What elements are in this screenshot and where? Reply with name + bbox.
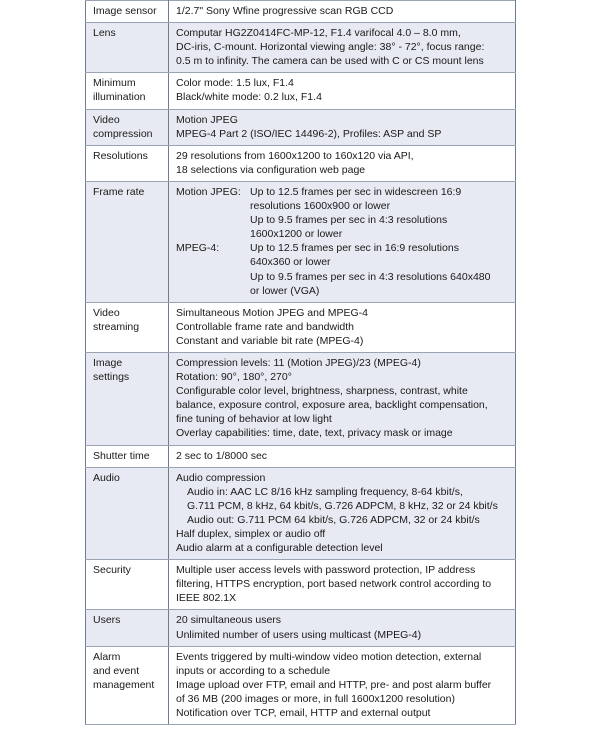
spec-subgroup-value [250, 185, 509, 241]
spec-value-line: Up to 9.5 frames per sec in 4:3 resolutions 640x480 [250, 270, 491, 283]
spec-value-line: Configurable color level, brightness, sharpness, contrast, white [176, 385, 468, 398]
spec-value-audio [169, 467, 516, 560]
spec-row-security [86, 560, 516, 610]
spec-label-shutter-time [86, 445, 169, 467]
spec-label-line: Image [93, 356, 123, 369]
spec-row-frame-rate [86, 181, 516, 302]
spec-value-line: Simultaneous Motion JPEG and MPEG-4 [176, 306, 369, 319]
spec-label-line: Video [93, 306, 120, 319]
spec-label-line: Resolutions [93, 149, 148, 162]
spec-row-video-compression [86, 109, 516, 145]
spec-value-line: or lower (VGA) [250, 284, 320, 297]
spec-label-resolutions [86, 145, 169, 181]
spec-value-line: Image upload over FTP, email and HTTP, pre- and post alarm buffer [176, 678, 492, 691]
spec-value-line: filtering, HTTPS encryption, port based network control according to [176, 578, 492, 591]
spec-row-lens [86, 23, 516, 73]
spec-value-users [169, 610, 516, 646]
spec-label-frame-rate [86, 181, 169, 302]
spec-label-security [86, 560, 169, 610]
spec-value-line: 1600x1200 or lower [250, 228, 343, 241]
spec-label-line: Frame rate [93, 185, 145, 198]
spec-value-line: Color mode: 1.5 lux, F1.4 [176, 77, 294, 90]
spec-label-line: Audio [93, 471, 120, 484]
spec-value-frame-rate [169, 181, 516, 302]
spec-row-alarm-and-event-management [86, 646, 516, 724]
spec-subgroup-key: Motion JPEG: [176, 185, 241, 198]
spec-value-line: fine tuning of behavior at low light [176, 413, 332, 426]
spec-label-line: Video [93, 113, 120, 126]
spec-label-video-streaming [86, 302, 169, 352]
spec-row-shutter-time [86, 445, 516, 467]
spec-value-line: Audio in: AAC LC 8/16 kHz sampling frequency, 8-64 kbit/s, [187, 485, 463, 498]
spec-value-line: Half duplex, simplex or audio off [176, 528, 326, 540]
spec-value-image-sensor [169, 1, 516, 23]
spec-label-line: Shutter time [93, 449, 150, 462]
spec-label-alarm-and-event-management [86, 646, 169, 724]
spec-label-video-compression [86, 109, 169, 145]
spec-value-line: Computar HG2Z0414FC-MP-12, F1.4 varifocal 4.0 – 8.0 mm, [176, 27, 461, 40]
spec-value-line: G.711 PCM, 8 kHz, 64 kbit/s, G.726 ADPCM, 8 kHz, 32 or 24 kbit/s [187, 499, 498, 512]
spec-value-line: Rotation: 90°, 180°, 270° [176, 371, 292, 384]
spec-row-image-sensor [86, 1, 516, 23]
spec-value-line: inputs or according to a schedule [176, 664, 331, 677]
spec-label-minimum-illumination [86, 73, 169, 109]
spec-value-alarm-and-event-management [169, 646, 516, 724]
spec-row-audio [86, 467, 516, 560]
spec-row-video-streaming [86, 302, 516, 352]
spec-label-line: Minimum [93, 77, 136, 90]
spec-value-line: 0.5 m to infinity. The camera can be used with C or CS mount lens [176, 55, 484, 68]
spec-value-resolutions [169, 145, 516, 181]
spec-row-image-settings [86, 352, 516, 445]
spec-subgroup-key: MPEG-4: [176, 242, 220, 255]
spec-value-line: 640x360 or lower [250, 256, 331, 269]
spec-value-line: balance, exposure control, exposure area, backlight compensation, [176, 399, 488, 412]
spec-value-line: 1/2.7" Sony Wfine progressive scan RGB CCD [176, 5, 394, 17]
specification-table [85, 0, 516, 725]
spec-subgroup [176, 185, 509, 241]
spec-value-line: Overlay capabilities: time, date, text, privacy mask or image [176, 427, 453, 440]
spec-value-line: Audio compression [176, 471, 266, 484]
spec-value-line: resolutions 1600x900 or lower [250, 200, 391, 213]
spec-value-shutter-time [169, 445, 516, 467]
spec-value-line: 20 simultaneous users [176, 614, 282, 627]
spec-label-line: Security [93, 564, 131, 577]
spec-row-resolutions [86, 145, 516, 181]
spec-label-line: Users [93, 614, 121, 627]
specification-table-body [86, 1, 516, 725]
spec-label-line: compression [93, 127, 153, 140]
spec-value-line: Audio out: G.711 PCM 64 kbit/s, G.726 ADPCM, 32 or 24 kbit/s [187, 513, 480, 526]
spec-label-line: and event [93, 664, 140, 677]
spec-value-line: IEEE 802.1X [176, 592, 237, 605]
spec-label-line: management [93, 678, 155, 691]
spec-label-line: Image sensor [93, 5, 157, 17]
specification-table-container [85, 0, 515, 725]
spec-row-users [86, 610, 516, 646]
spec-value-lens [169, 23, 516, 73]
spec-label-line: streaming [93, 320, 140, 333]
spec-value-line: 18 selections via configuration web page [176, 163, 366, 176]
spec-value-line: Motion JPEG [176, 113, 238, 126]
spec-value-line: of 36 MB (200 images or more, in full 1600x1200 resolution) [176, 692, 455, 705]
spec-value-minimum-illumination [169, 73, 516, 109]
spec-value-line: MPEG-4 Part 2 (ISO/IEC 14496-2), Profiles: ASP and SP [176, 127, 442, 140]
spec-value-video-streaming [169, 302, 516, 352]
spec-value-line: Compression levels: 11 (Motion JPEG)/23 (MPEG-4) [176, 356, 421, 369]
spec-label-line: Lens [93, 27, 116, 40]
spec-label-line: Alarm [93, 650, 121, 663]
spec-label-users [86, 610, 169, 646]
spec-value-image-settings [169, 352, 516, 445]
spec-value-line: 2 sec to 1/8000 sec [176, 449, 268, 462]
spec-value-line: Up to 12.5 frames per sec in widescreen 16:9 [250, 185, 462, 198]
spec-value-line: Events triggered by multi-window video motion detection, external [176, 650, 482, 663]
spec-value-line: 29 resolutions from 1600x1200 to 160x120 via API, [176, 149, 414, 162]
spec-value-line: Black/white mode: 0.2 lux, F1.4 [176, 91, 322, 104]
spec-value-security [169, 560, 516, 610]
spec-subgroup [176, 241, 509, 297]
spec-value-video-compression [169, 109, 516, 145]
spec-value-line: Controllable frame rate and bandwidth [176, 320, 355, 333]
spec-label-image-settings [86, 352, 169, 445]
spec-value-line: Unlimited number of users using multicast (MPEG-4) [176, 628, 422, 641]
spec-label-line: settings [93, 371, 130, 384]
spec-subgroup-grid [176, 185, 509, 298]
spec-value-line: Multiple user access levels with password protection, IP address [176, 564, 476, 577]
spec-label-audio [86, 467, 169, 560]
spec-value-line: Notification over TCP, email, HTTP and external output [176, 707, 431, 720]
spec-row-minimum-illumination [86, 73, 516, 109]
spec-value-line: Up to 12.5 frames per sec in 16:9 resolutions [250, 242, 459, 255]
spec-value-line: DC-iris, C-mount. Horizontal viewing angle: 38° - 72°, focus range: [176, 41, 485, 54]
spec-value-line: Constant and variable bit rate (MPEG-4) [176, 334, 364, 347]
spec-value-line: Audio alarm at a configurable detection level [176, 542, 383, 555]
spec-label-line: illumination [93, 91, 146, 104]
spec-subgroup-value [250, 241, 509, 297]
spec-label-lens [86, 23, 169, 73]
spec-label-image-sensor [86, 1, 169, 23]
spec-value-line: Up to 9.5 frames per sec in 4:3 resolutions [250, 214, 448, 227]
